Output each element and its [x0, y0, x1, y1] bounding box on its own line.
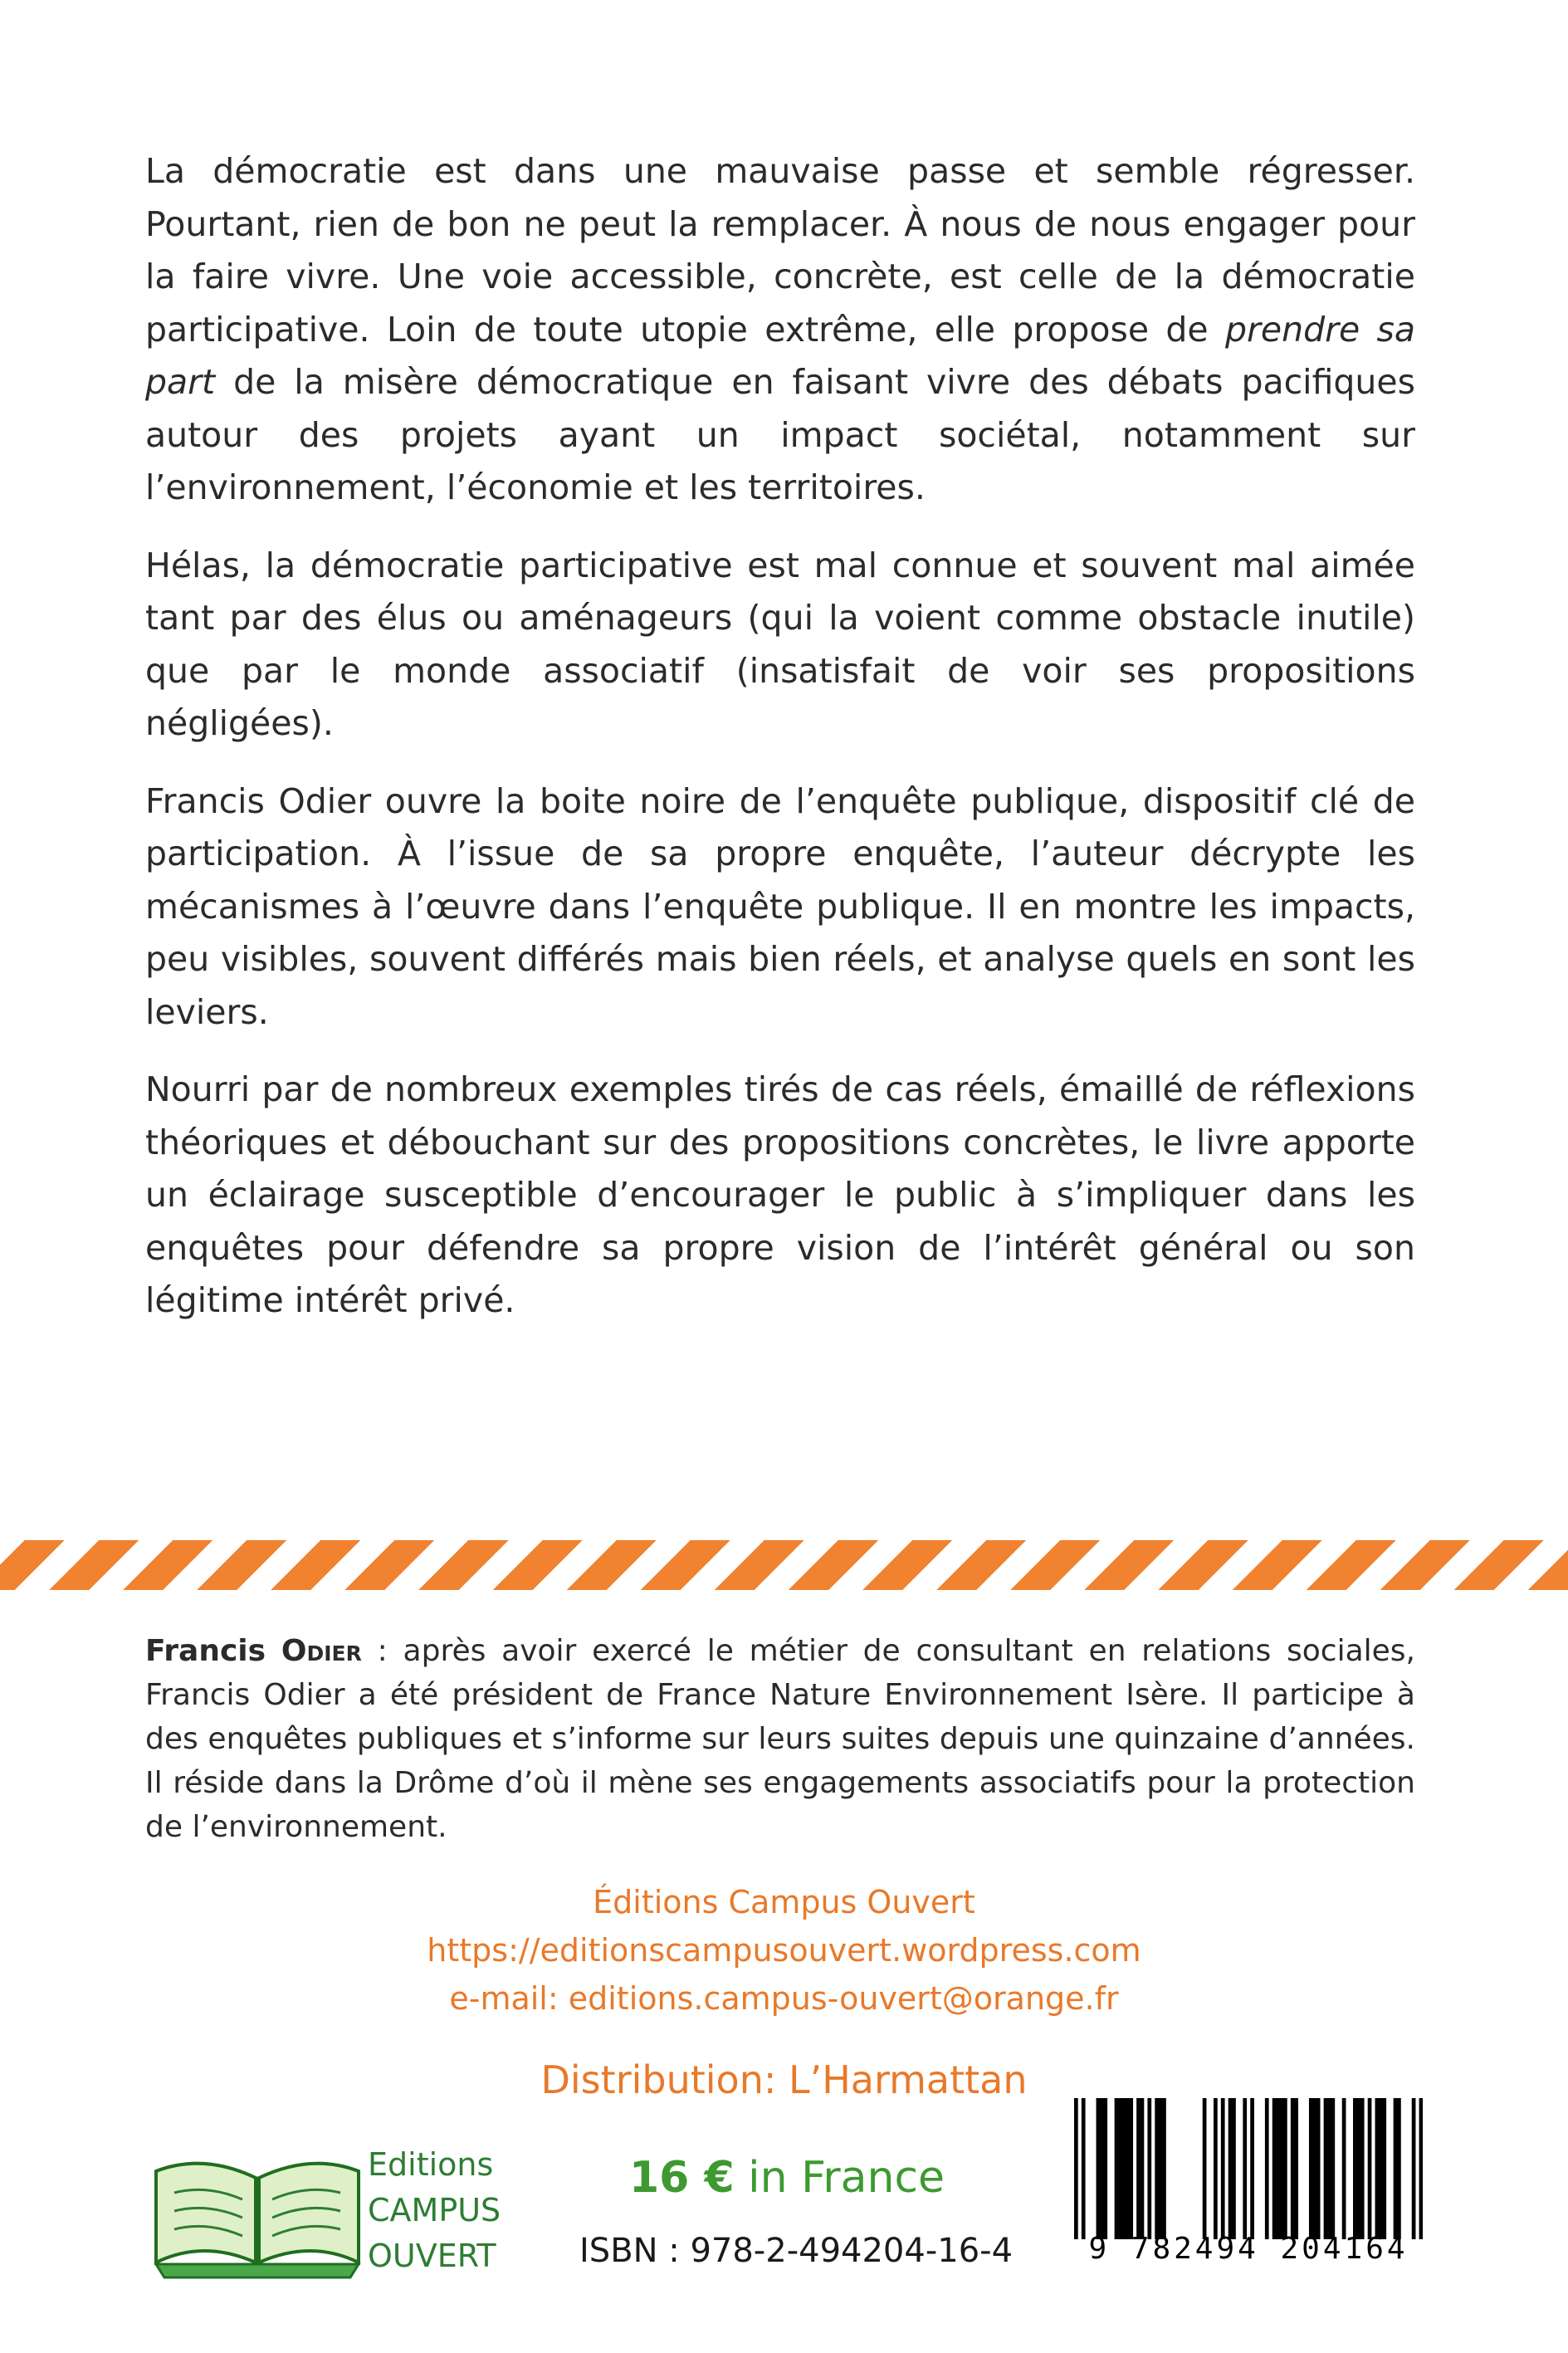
description-paragraph-2: Hélas, la démocratie participative est mal connue et souvent mal aimée tant par des élus ou aménageurs (qui la voient comme obstacle inutile) que par le monde associatif (insatisfait de voir ses propositions négligées). [145, 545, 1415, 743]
price [629, 2153, 945, 2203]
price-amount: 16 € [629, 2153, 735, 2203]
publisher-contact [0, 1878, 1568, 2023]
description-paragraph-4: Nourri par de nombreux exemples tirés de cas réels, émaillé de réflexions théoriques et débouchant sur des propositions concrètes, le livre apporte un éclairage susceptible d’encourager le public à s’impliquer dans les enquêtes pour défendre sa propre vision de l’intérêt général ou son légitime intérêt privé. [145, 1069, 1415, 1320]
book-description [145, 145, 1415, 1353]
author-last-name: Odier [281, 1634, 362, 1668]
publisher-email-link[interactable]: e-mail: editions.campus-ouvert@orange.fr [449, 1980, 1119, 2017]
publisher-name: Éditions Campus Ouvert [593, 1884, 975, 1920]
orange-hazard-stripe-divider [0, 1540, 1568, 1590]
description-paragraph-3: Francis Odier ouvre la boite noire de l’enquête publique, dispositif clé de participation. À l’issue de sa propre enquête, l’auteur décrypte les mécanismes à l’œuvre dans l’enquête publique. Il en montre les impacts, peu visibles, souvent différés mais bien réels, et analyse quels en sont les leviers. [145, 780, 1415, 1032]
italic-phrase: prendre sa part [145, 309, 1415, 402]
publisher-website-link[interactable]: https://editionscampusouvert.wordpress.com [427, 1932, 1141, 1969]
open-book-icon [141, 2138, 374, 2287]
distribution-line: Distribution: L’Harmattan [540, 2057, 1028, 2102]
publisher-logo-text: Editions CAMPUS OUVERT [368, 2146, 501, 2274]
author-bio [145, 1629, 1415, 1849]
author-first-name: Francis [145, 1634, 266, 1668]
description-paragraph-1: La démocratie est dans une mauvaise passe et semble régresser. Pourtant, rien de bon ne peut la remplacer. À nous de nous engager pour la faire vivre. Une voie accessible, concrète, est celle de la démocratie participative. Loin de toute utopie extrême, elle propose de prendre sa part de la misère démocratique en faisant vivre des débats pacifiques autour des projets ayant un impact sociétal, notamment sur l’environnement, l’économie et les territoires. [145, 151, 1415, 507]
author-bio-text: : après avoir exercé le métier de consultant en relations sociales, Francis Odier a été président de France Nature Environnement Isère. Il participe à des enquêtes publiques et s’informe sur leurs suites depuis une quinzaine d’années. Il réside dans la Drôme d’où il mène ses engagements associatifs pour la protection de l’environnement. [145, 1634, 1415, 1844]
isbn: ISBN : 978-2-494204-16-4 [579, 2232, 1014, 2270]
barcode-icon [1074, 2098, 1423, 2239]
barcode-digits: 9 782494 204164 [1088, 2232, 1409, 2266]
price-region: in France [734, 2153, 945, 2203]
